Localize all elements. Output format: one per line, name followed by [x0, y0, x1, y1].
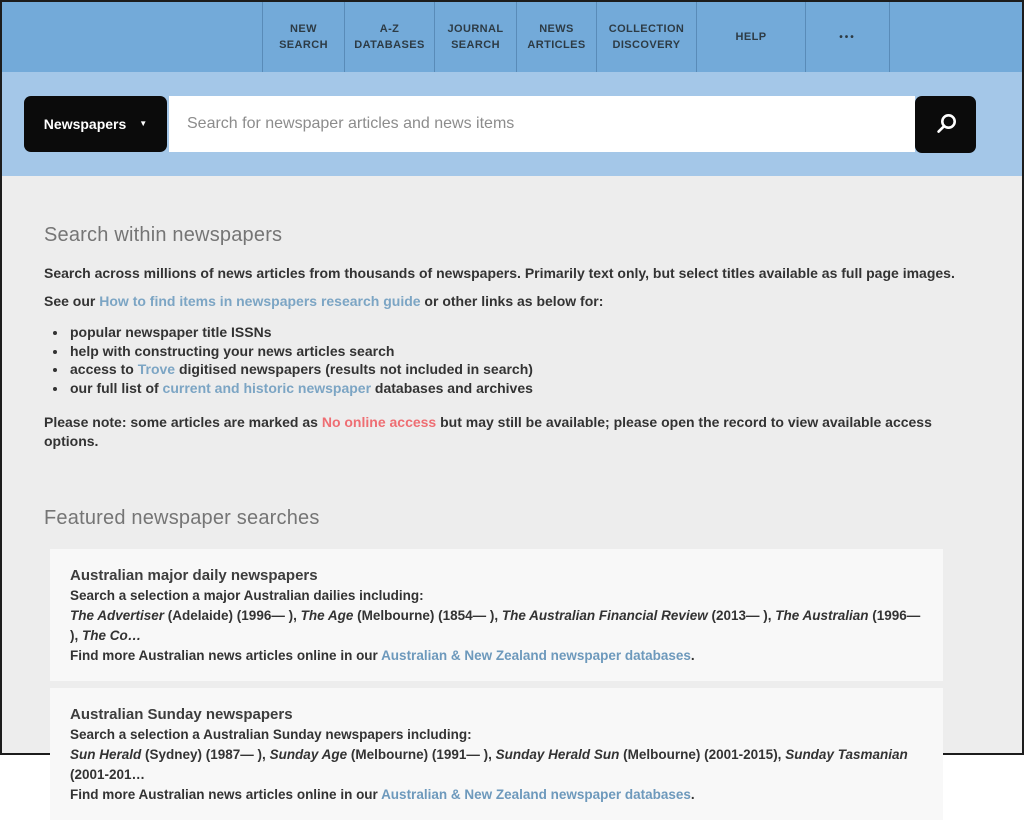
- nav-item-new-search[interactable]: [262, 2, 344, 72]
- text-segment: .: [690, 787, 695, 802]
- card-newspaper-list: [70, 606, 923, 646]
- nav-item-collection-discovery[interactable]: [596, 2, 696, 72]
- text-segment: The Advertiser: [70, 608, 165, 623]
- nav-item-label: JOURNAL SEARCH: [447, 22, 504, 51]
- nav-spacer: [2, 2, 262, 72]
- text-segment: Sunday Herald Sun: [495, 747, 620, 762]
- text-segment: (Sydney) (1987— ),: [141, 747, 270, 762]
- card-subtitle: Search a selection a Australian Sunday newspapers including:: [70, 727, 472, 742]
- text-segment: Find more Australian news articles online in our: [70, 787, 382, 802]
- nav-item-more[interactable]: [805, 2, 890, 72]
- text-segment: The Australian Financial Review: [501, 608, 708, 623]
- card-newspaper-list: [70, 745, 923, 785]
- nav-item-label: HELP: [735, 30, 767, 43]
- text-segment: The Age: [300, 608, 354, 623]
- ellipsis-icon: •••: [839, 31, 856, 43]
- search-scope-label: Newspapers: [43, 116, 127, 132]
- text-segment: (2013— ),: [707, 608, 776, 623]
- nav-item-label: COLLECTION DISCOVERY: [608, 22, 685, 51]
- text-segment: See our: [44, 293, 100, 309]
- search-section: [2, 72, 1022, 176]
- card-title: Australian major daily newspapers: [70, 567, 318, 584]
- text-segment: The Co…: [82, 628, 142, 643]
- bullet-item-trove: [68, 360, 980, 379]
- featured-cards: [50, 549, 980, 820]
- text-segment: digitised newspapers (results not included in search): [175, 361, 533, 377]
- text-segment: or other links as below for:: [420, 293, 604, 309]
- text-segment: (Melbourne) (1991— ),: [347, 747, 496, 762]
- text-segment: Please note:: [44, 414, 127, 430]
- top-nav: [2, 2, 1022, 72]
- card-title: Australian Sunday newspapers: [70, 706, 293, 723]
- bullet-item-help: [68, 342, 980, 361]
- card-subtitle: Search a selection a major Australian dailies including:: [70, 588, 424, 603]
- nav-item-journal-search[interactable]: [434, 2, 516, 72]
- text-segment: some articles are marked as: [126, 414, 322, 430]
- bullet-item-full-list: [68, 379, 980, 398]
- text-segment: No online access: [321, 414, 437, 430]
- text-segment: Sun Herald: [70, 747, 142, 762]
- text-segment: help with constructing your news articles search: [70, 342, 395, 359]
- search-button[interactable]: [915, 96, 976, 153]
- inline-link[interactable]: How to find items in newspapers research guide: [99, 293, 421, 309]
- text-segment: (Melbourne) (1854— ),: [353, 608, 502, 623]
- search-icon: [933, 111, 959, 137]
- card-sunday-newspapers[interactable]: [50, 688, 943, 820]
- text-segment: but may still be available; please open the record to view available access options.: [44, 414, 932, 449]
- intro-paragraph: Search across millions of news articles from thousands of newspapers. Primarily text only, but select titles available as full page images.: [44, 265, 955, 281]
- text-segment: .: [690, 648, 695, 663]
- inline-link[interactable]: Australian & New Zealand newspaper databases: [381, 648, 691, 663]
- nav-item-label: A-Z DATABASES: [354, 22, 425, 51]
- inline-link[interactable]: Australian & New Zealand newspaper databases: [381, 787, 691, 802]
- nav-item-help[interactable]: [696, 2, 805, 72]
- text-segment: (Melbourne) (2001-2015),: [619, 747, 786, 762]
- nav-item-label: NEWS ARTICLES: [527, 22, 586, 51]
- chevron-down-icon: ▼: [139, 119, 148, 128]
- text-segment: Sunday Tasmanian: [785, 747, 908, 762]
- text-segment: (1996— ),: [70, 608, 921, 643]
- nav-item-label: NEW SEARCH: [279, 22, 328, 51]
- card-find-more: [70, 785, 923, 805]
- search-input[interactable]: [169, 96, 915, 152]
- section-title-featured: Featured newspaper searches: [44, 507, 320, 529]
- text-segment: The Australian: [775, 608, 869, 623]
- card-find-more: [70, 646, 923, 666]
- bullet-item-issns: [68, 323, 980, 342]
- text-segment: (Adelaide) (1996— ),: [164, 608, 301, 623]
- text-segment: access to: [70, 361, 138, 377]
- text-segment: Sunday Age: [269, 747, 348, 762]
- main-content: [2, 176, 1022, 820]
- see-our-paragraph: [44, 292, 980, 311]
- text-segment: popular newspaper title ISSNs: [70, 324, 272, 340]
- nav-item-az-databases[interactable]: [344, 2, 434, 72]
- inline-link[interactable]: current and historic newspaper: [162, 379, 372, 396]
- info-bullet-list: [68, 323, 980, 397]
- text-segment: (2001-201…: [70, 767, 146, 782]
- text-segment: our full list of: [70, 379, 163, 396]
- please-note-paragraph: [44, 413, 980, 451]
- section-title-search-within: Search within newspapers: [44, 224, 283, 246]
- search-scope-dropdown[interactable]: [24, 96, 167, 152]
- inline-link[interactable]: Trove: [137, 361, 176, 377]
- text-segment: Find more Australian news articles online in our: [70, 648, 382, 663]
- text-segment: databases and archives: [371, 379, 533, 396]
- nav-item-news-articles[interactable]: [516, 2, 596, 72]
- card-major-daily-newspapers[interactable]: [50, 549, 943, 681]
